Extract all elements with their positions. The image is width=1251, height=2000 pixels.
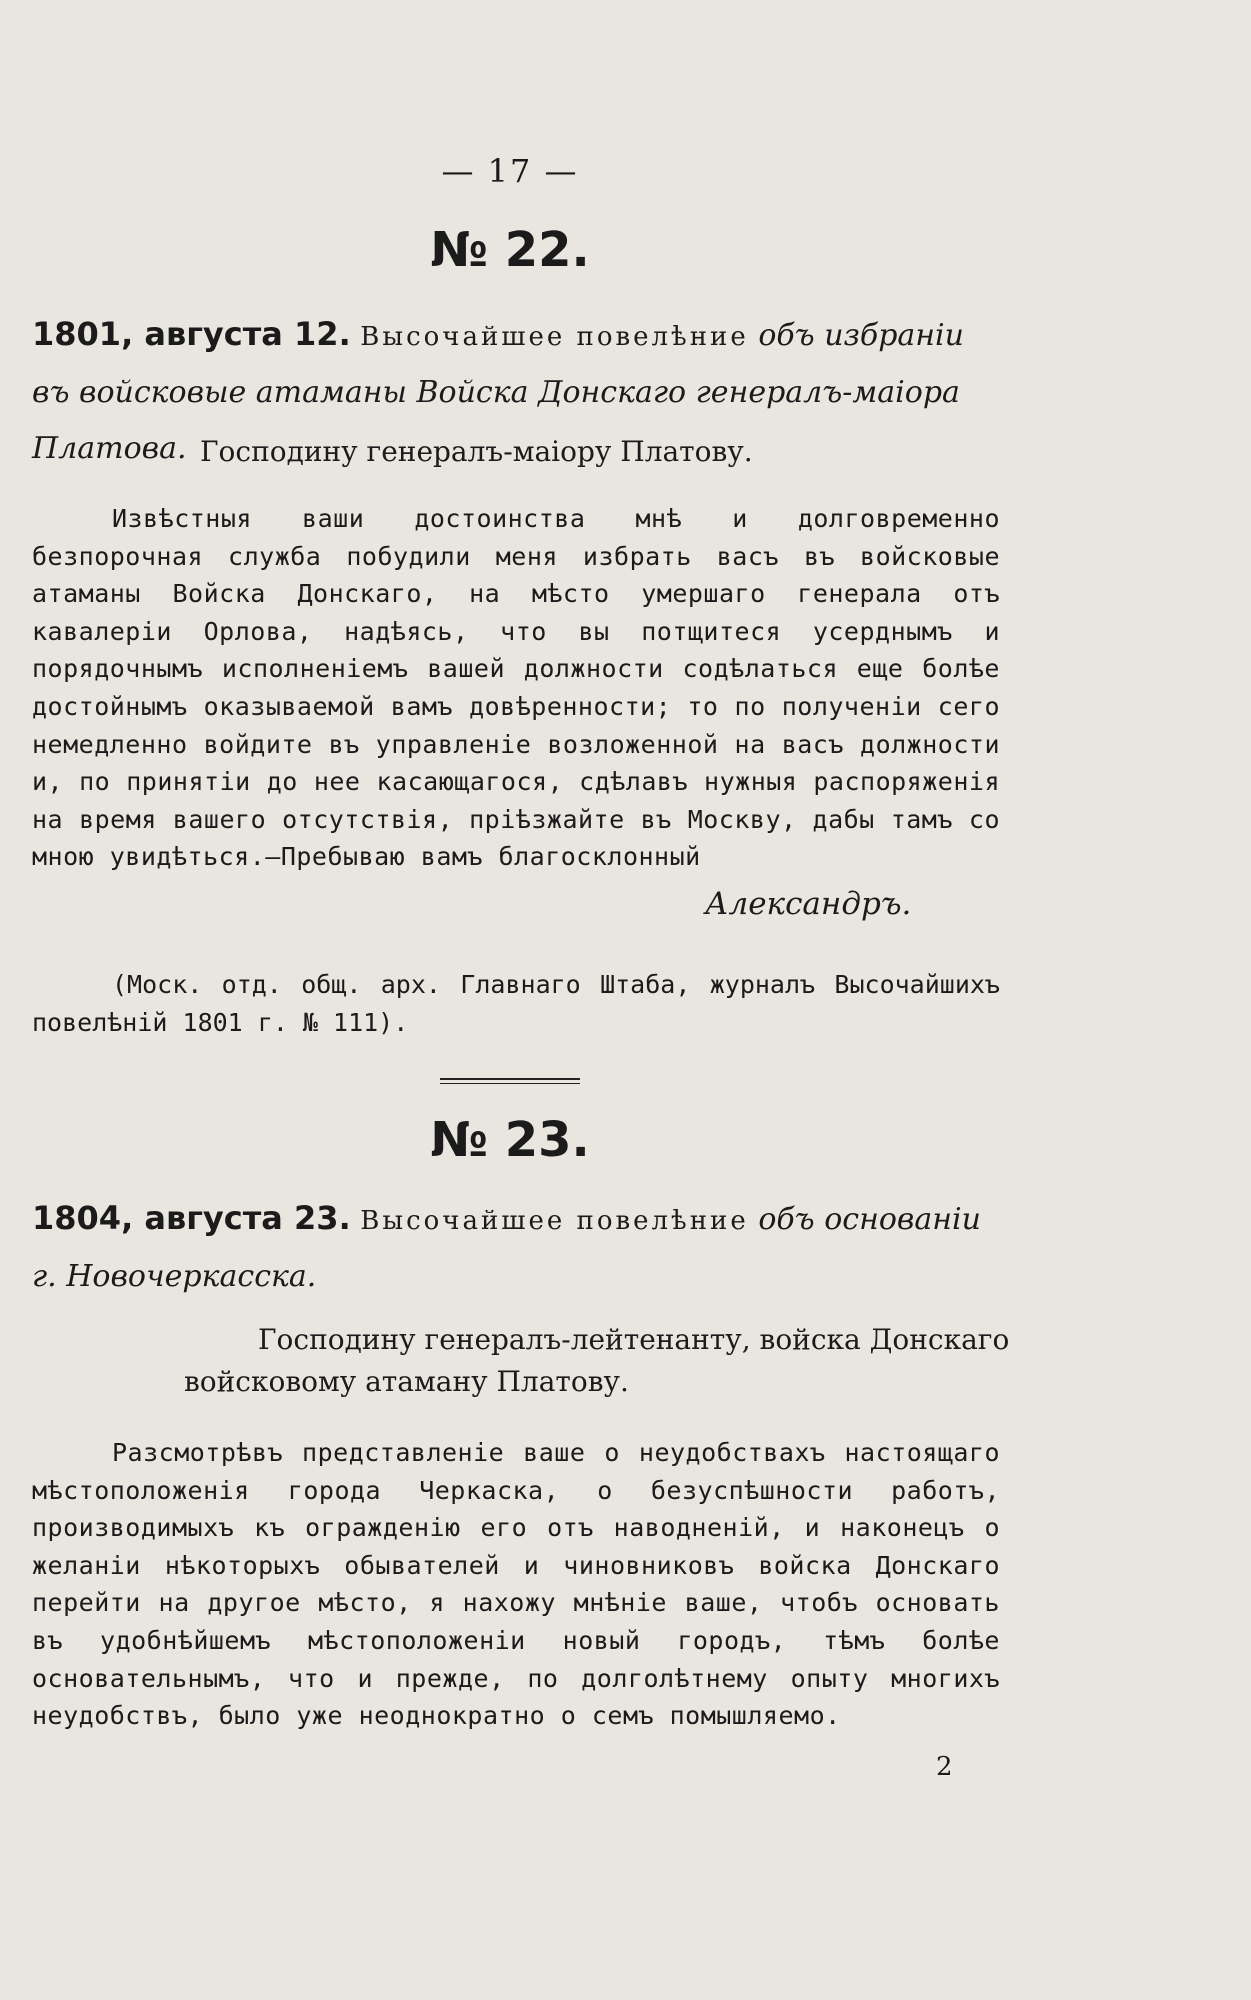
doc-23-kind: Высочайшее повелѣние [360, 1206, 749, 1236]
doc-22-body: Извѣстныя ваши достоинства мнѣ и долговременно безпорочная служба побудили меня избрать васъ въ войсковые атаманы Войска Донскаго, на мѣсто умершаго генерала отъ кавалеріи Орлова, надѣясь, что вы потщитеся усерднымъ и порядочнымъ исполненіемъ вашей должности содѣлаться еще болѣе достойнымъ оказываемой вамъ довѣренности; то по полученіи сего немедленно войдите въ управленіе возложенной на васъ должности и, по принятіи до нее касающагося, сдѣлавъ нужныя распоряженія на время вашего отсутствія, пріѣзжайте въ Москву, дабы тамъ со мною увидѣться.—Пребываю вамъ благосклонный [32, 504, 1000, 872]
sheet-mark: 2 [936, 1752, 953, 1782]
doc-22-date: 1801, августа 12. [32, 315, 351, 353]
page-number: — 17 — [441, 152, 579, 190]
doc-22-kind: Высочайшее повелѣние [360, 322, 749, 352]
doc-23-address-line1: Господину генералъ-лейтенанту, войска Донскаго [258, 1323, 1010, 1356]
doc-23-body: Разсмотрѣвъ представленіе ваше о неудобствахъ настоящаго мѣстоположенія города Черкаска, о безуспѣшности работъ, производимыхъ къ огражденію его отъ наводненій, и наконецъ о желаніи нѣкоторыхъ обывателей и чиновниковъ войска Донскаго перейти на другое мѣсто, я нахожу мнѣніе ваше, чтобъ основать въ удобнѣйшемъ мѣстоположеніи новый городъ, тѣмъ болѣе основательнымъ, что и прежде, по долголѣтнему опыту многихъ неудобствъ, было уже неоднократно о семъ помышляемо. [32, 1438, 1000, 1731]
doc-22-number: № 22. [430, 222, 590, 278]
doc-23-date: 1804, августа 23. [32, 1199, 351, 1237]
doc-22-source: (Моск. отд. общ. арх. Главнаго Штаба, журналъ Высочайшихъ повелѣній 1801 г. № 111). [32, 970, 1000, 1037]
doc-23-address-line2: войсковому атаману Платову. [184, 1365, 629, 1398]
doc-23-heading [32, 1190, 1000, 1305]
doc-23-number: № 23. [430, 1112, 590, 1168]
section-divider [440, 1078, 580, 1084]
doc-23-subject: объ основаніи г. Новочеркасска. [32, 1202, 981, 1294]
doc-22-subject: объ избраніи въ войсковые атаманы Войска Донскаго генералъ-маіора Платова. [32, 318, 964, 466]
doc-22-address: Господину генералъ-маіору Платову. [200, 435, 753, 468]
doc-22-signature: Александръ. [705, 886, 912, 922]
